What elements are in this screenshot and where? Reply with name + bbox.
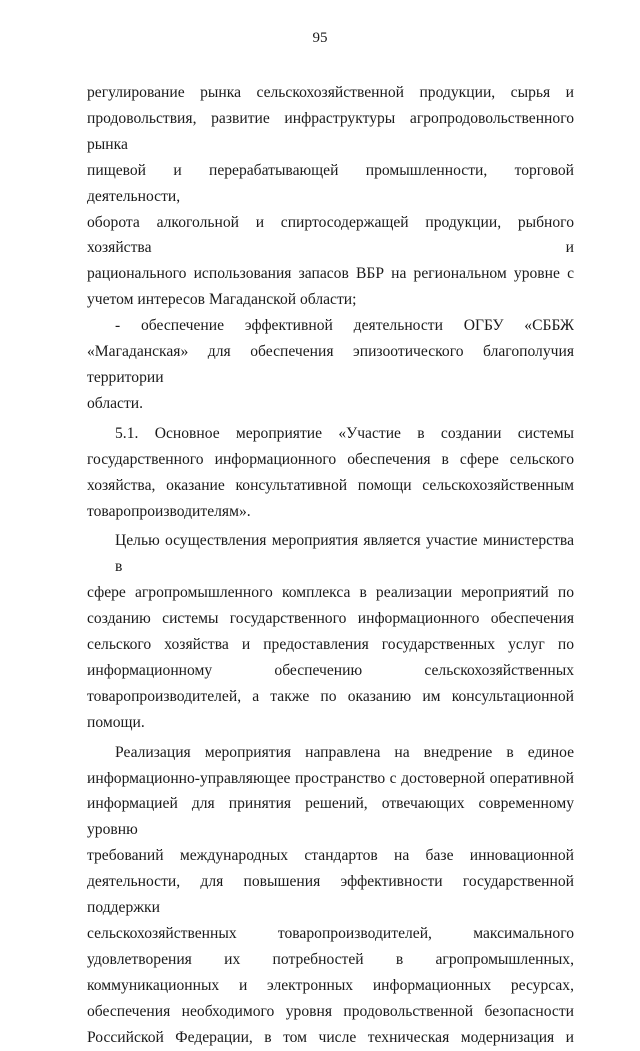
- text-line: требований международных стандартов на базе инновационной: [87, 847, 574, 865]
- text-line: оборота алкогольной и спиртосодержащей продукции, рыбного хозяйства и: [87, 213, 574, 257]
- text-line: области.: [87, 394, 144, 412]
- text-line: рационального использования запасов ВБР на региональном уровне с: [87, 265, 574, 283]
- text-line: - обеспечение эффективной деятельности ОГБУ «СББЖ: [115, 317, 574, 335]
- text-line: созданию системы государственного информационного обеспечения: [87, 610, 574, 628]
- text-line: сельского хозяйства и предоставления государственных услуг по: [87, 636, 574, 654]
- text-line: товаропроизводителей, а также по оказанию им консультационной помощи.: [87, 687, 574, 731]
- implementation-paragraph: [87, 740, 574, 1051]
- continuation-paragraph: [87, 80, 574, 313]
- text-line: обеспечения необходимого уровня продовольственной безопасности: [87, 1002, 574, 1020]
- goal-paragraph: [87, 528, 574, 735]
- text-line: информационно-управляющее пространство с достоверной оперативной: [87, 769, 574, 787]
- text-line: сфере агропромышленного комплекса в реализации мероприятий по: [87, 584, 574, 602]
- text-line: учетом интересов Магаданской области;: [87, 291, 357, 309]
- text-line: Целью осуществления мероприятия является участие министерства в: [115, 532, 574, 576]
- text-line: государственного информационного обеспечения в сфере сельского: [87, 450, 574, 468]
- text-line: коммуникационных и электронных информационных ресурсах,: [87, 976, 574, 994]
- dash-list-item: [87, 313, 574, 417]
- text-line: Реализация мероприятия направлена на внедрение в единое: [115, 743, 574, 761]
- text-line: продовольствия, развитие инфраструктуры агропродовольственного рынка: [87, 109, 574, 153]
- text-line: пищевой и перерабатывающей промышленности, торговой деятельности,: [87, 161, 574, 205]
- text-line: деятельности, для повышения эффективности государственной поддержки: [87, 873, 574, 917]
- text-line: хозяйства, оказание консультативной помощи сельскохозяйственным: [87, 476, 574, 494]
- text-line: удовлетворения их потребностей в агропромышленных,: [87, 950, 574, 968]
- text-line: информационному обеспечению сельскохозяйственных: [87, 661, 574, 679]
- section-heading-paragraph: [87, 421, 574, 525]
- text-line: информацией для принятия решений, отвечающих современному уровню: [87, 795, 574, 839]
- text-line: 5.1. Основное мероприятие «Участие в создании системы: [115, 424, 574, 442]
- text-line: «Магаданская» для обеспечения эпизоотического благополучия территории: [87, 343, 574, 386]
- text-line: сельскохозяйственных товаропроизводителей, максимального: [87, 925, 574, 942]
- text-line: Российской Федерации, в том числе техническая модернизация и: [87, 1028, 574, 1046]
- text-line: регулирование рынка сельскохозяйственной продукции, сырья и: [87, 84, 574, 101]
- page-number: 95: [312, 30, 328, 46]
- text-line: товаропроизводителям».: [87, 502, 251, 520]
